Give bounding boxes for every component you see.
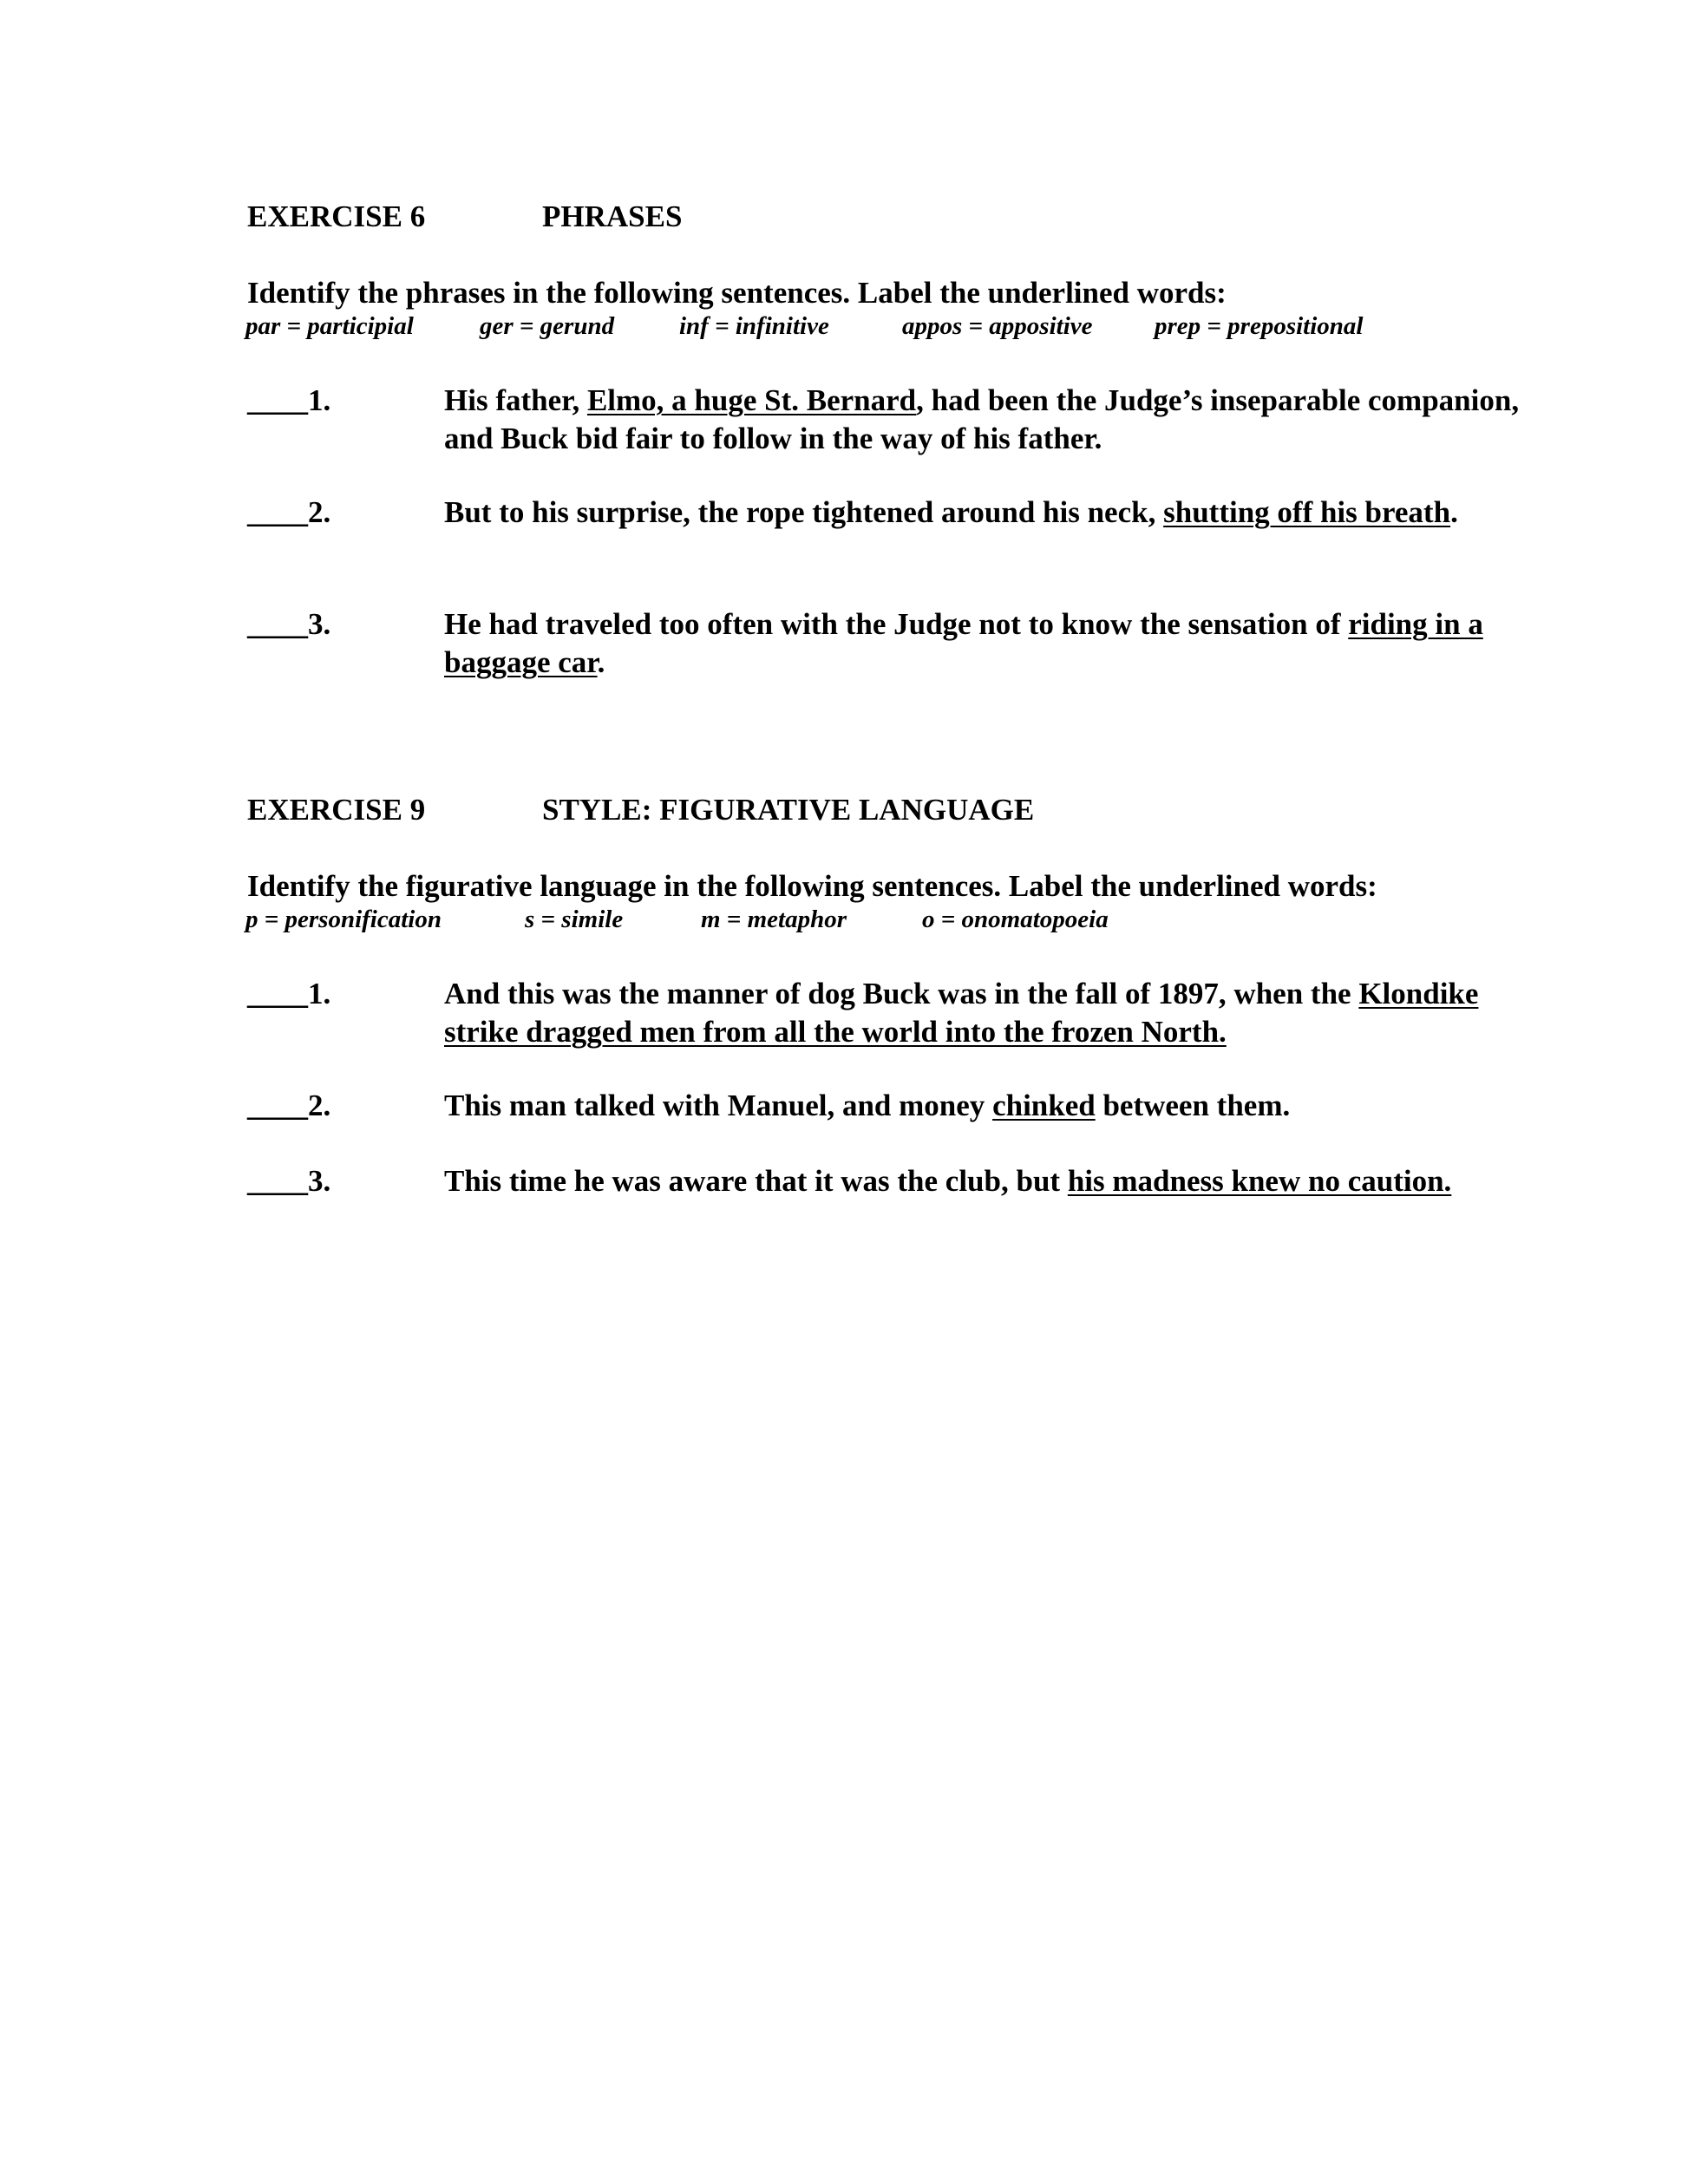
sentence-after: . (597, 645, 605, 679)
legend-appositive: appos = appositive (902, 312, 1093, 340)
exercise-9-label: EXERCISE 9 (247, 793, 426, 827)
answer-blank[interactable]: ____3. (247, 1164, 331, 1198)
exercise-6-heading (247, 199, 683, 233)
underlined-phrase: riding in a baggage car (444, 607, 1483, 679)
underlined-phrase: chinked (992, 1089, 1096, 1122)
sentence-after: , had been the Judge’s inseparable companion, and Buck bid fair to follow in the way of his father. (444, 383, 1520, 455)
sentence-before: But to his surprise, the rope tightened around his neck, (444, 495, 1164, 529)
legend-personification: p = personification (245, 906, 442, 933)
sentence-before: And this was the manner of dog Buck was in the fall of 1897, when the (444, 977, 1359, 1010)
legend-participial: par = participial (245, 312, 414, 340)
underlined-phrase: Klondike strike dragged men from all the world into the frozen North. (444, 977, 1479, 1049)
underlined-phrase: his madness knew no caution. (1067, 1164, 1452, 1198)
exercise-9-heading (247, 793, 1035, 827)
legend-metaphor: m = metaphor (701, 906, 847, 933)
sentence (444, 382, 1520, 458)
legend-prepositional: prep = prepositional (1155, 312, 1364, 340)
sentence (444, 494, 1520, 532)
sentence-before: His father, (444, 383, 587, 417)
answer-blank[interactable]: ____2. (247, 1089, 331, 1122)
exercise-6-label: EXERCISE 6 (247, 199, 426, 233)
sentence (444, 1162, 1641, 1200)
legend-simile: s = simile (525, 906, 624, 933)
sentence-after: . (1450, 495, 1458, 529)
exercise-6-instructions: Identify the phrases in the following sentences. Label the underlined words: (247, 276, 1227, 310)
exercise-9-instructions: Identify the figurative language in the following sentences. Label the underlined words: (247, 869, 1377, 903)
sentence (444, 605, 1520, 682)
legend-gerund: ger = gerund (480, 312, 615, 340)
sentence (444, 1087, 1641, 1125)
sentence-after: between them. (1095, 1089, 1291, 1122)
answer-blank[interactable]: ____3. (247, 607, 331, 641)
answer-blank[interactable]: ____2. (247, 495, 331, 529)
legend-infinitive: inf = infinitive (679, 312, 829, 340)
sentence-before: This time he was aware that it was the club, but (444, 1164, 1068, 1198)
sentence-before: This man talked with Manuel, and money (444, 1089, 993, 1122)
sentence (444, 975, 1520, 1051)
legend-onomatopoeia: o = onomatopoeia (922, 906, 1109, 933)
sentence-before: He had traveled too often with the Judge not to know the sensation of (444, 607, 1349, 641)
answer-blank[interactable]: ____1. (247, 383, 331, 417)
underlined-phrase: Elmo, a huge St. Bernard (586, 383, 917, 417)
exercise-9-title: STYLE: FIGURATIVE LANGUAGE (542, 793, 1035, 827)
exercise-6-title: PHRASES (542, 199, 683, 233)
underlined-phrase: shutting off his breath (1163, 495, 1451, 529)
answer-blank[interactable]: ____1. (247, 977, 331, 1010)
